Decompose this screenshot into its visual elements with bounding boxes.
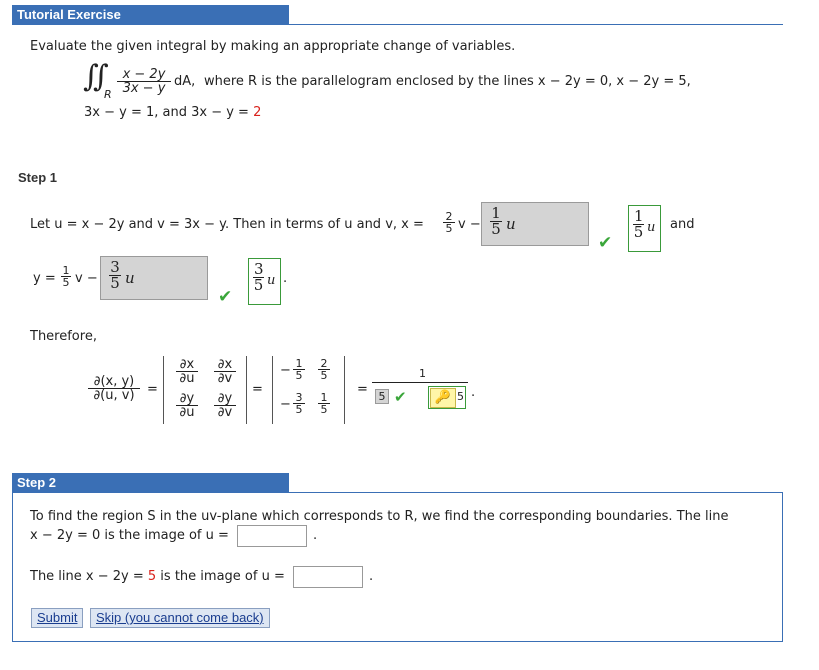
y-frac-den: 5 bbox=[62, 276, 70, 289]
step2-para2-a: The line x − 2y = bbox=[30, 569, 148, 584]
jacobian-den: ∂(u, v) bbox=[93, 388, 135, 403]
m12-frac bbox=[318, 358, 330, 381]
partial-xv-den: ∂v bbox=[217, 371, 233, 386]
equals-1: = bbox=[147, 382, 158, 397]
equals-3: = bbox=[357, 382, 368, 397]
result-numerator: 1 bbox=[419, 367, 426, 380]
y-eq-text: y = bbox=[33, 271, 56, 286]
m21-sign: − bbox=[280, 397, 291, 412]
det-bar-left-2 bbox=[272, 356, 273, 424]
result-fraction-bar bbox=[372, 382, 468, 383]
y-period: . bbox=[283, 271, 288, 286]
det-bar-right-2 bbox=[344, 356, 345, 424]
integrand-fraction bbox=[117, 68, 171, 95]
jacobian-num: ∂(x, y) bbox=[88, 375, 140, 389]
y-answer-box bbox=[100, 256, 208, 300]
y-answer-den: 5 bbox=[110, 274, 120, 292]
x-answer-frac bbox=[490, 206, 502, 237]
y-correct-var: u bbox=[267, 273, 276, 288]
lines-text-red: 2 bbox=[253, 105, 262, 120]
x-frac-coef bbox=[443, 211, 455, 234]
therefore-text: Therefore, bbox=[30, 329, 97, 344]
u-value-input-1[interactable] bbox=[237, 525, 307, 547]
and-text: and bbox=[670, 217, 695, 232]
partial-xv bbox=[214, 358, 236, 385]
x-correct-box bbox=[628, 205, 661, 252]
lines-text-a: 3x − y = 1, and 3x − y = bbox=[84, 105, 254, 120]
x-answer-var: u bbox=[506, 215, 516, 233]
region-subscript: R bbox=[104, 88, 112, 101]
x-answer-num: 1 bbox=[491, 204, 501, 222]
m21-den: 5 bbox=[295, 403, 303, 416]
result-den-answer: 5 bbox=[375, 389, 389, 404]
result-den-key: 5 bbox=[457, 390, 464, 403]
x-answer-box bbox=[481, 202, 589, 246]
integrand-denominator: 3x − y bbox=[122, 81, 166, 96]
m11-den: 5 bbox=[295, 369, 303, 382]
m21-num: 3 bbox=[293, 392, 305, 404]
where-text: where R is the parallelogram enclosed by the lines x − 2y = 0, x − 2y = 5, bbox=[204, 74, 691, 89]
let-text: Let u = x − 2y and v = 3x − y. Then in terms of u and v, x = bbox=[30, 217, 424, 232]
x-v-minus: v − bbox=[458, 217, 481, 232]
result-period: . bbox=[471, 385, 476, 400]
x-correct-var: u bbox=[647, 220, 656, 235]
partial-yu-num: ∂y bbox=[176, 392, 198, 406]
header-rule bbox=[12, 24, 783, 25]
x-correct-den: 5 bbox=[633, 223, 644, 241]
equals-2: = bbox=[252, 382, 263, 397]
result-key-box bbox=[428, 386, 466, 409]
partial-xu-den: ∂u bbox=[179, 371, 195, 386]
partial-yu bbox=[176, 392, 198, 419]
step2-para2 bbox=[30, 569, 285, 584]
m11-num: 1 bbox=[293, 358, 305, 370]
x-check-icon: ✔ bbox=[598, 233, 613, 253]
step1-label: Step 1 bbox=[18, 170, 58, 185]
x-answer-den: 5 bbox=[491, 220, 501, 238]
x-frac-den: 5 bbox=[445, 222, 453, 235]
lines-text bbox=[84, 105, 261, 120]
partial-yu-den: ∂u bbox=[179, 405, 195, 420]
y-frac-coef bbox=[61, 265, 71, 288]
instruction-text: Evaluate the given integral by making an appropriate change of variables. bbox=[30, 39, 516, 54]
m22-frac bbox=[318, 392, 330, 415]
double-integral-symbol: ∬ bbox=[83, 59, 109, 94]
y-correct-frac bbox=[253, 262, 264, 293]
m12-num: 2 bbox=[318, 358, 330, 370]
key-icon: 🔑 bbox=[430, 388, 456, 408]
step2-para2-b: is the image of u = bbox=[156, 569, 285, 584]
y-correct-box bbox=[248, 258, 281, 305]
x-frac-num: 2 bbox=[443, 211, 455, 223]
jacobian-fraction bbox=[88, 375, 140, 402]
y-check-icon: ✔ bbox=[218, 287, 233, 307]
det-bar-left-1 bbox=[163, 356, 164, 424]
step2-para1-a: To find the region S in the uv-plane which corresponds to R, we find the corresponding boundaries. The line bbox=[30, 509, 729, 524]
partial-yv-num: ∂y bbox=[214, 392, 236, 406]
period-1: . bbox=[313, 528, 318, 543]
m11-frac bbox=[293, 358, 305, 381]
m11-sign: − bbox=[280, 363, 291, 378]
submit-button[interactable]: Submit bbox=[31, 608, 83, 628]
result-check-icon: ✔ bbox=[394, 388, 407, 406]
u-value-input-2[interactable] bbox=[293, 566, 363, 588]
y-v-minus: v − bbox=[75, 271, 98, 286]
y-correct-den: 5 bbox=[253, 276, 264, 294]
partial-xv-num: ∂x bbox=[214, 358, 236, 372]
skip-button[interactable]: Skip (you cannot come back) bbox=[90, 608, 270, 628]
integrand-numerator: x − 2y bbox=[117, 68, 171, 82]
partial-xu-num: ∂x bbox=[176, 358, 198, 372]
period-2: . bbox=[369, 569, 374, 584]
m22-num: 1 bbox=[318, 392, 330, 404]
step2-para1-b: x − 2y = 0 is the image of u = bbox=[30, 528, 229, 543]
x-correct-frac bbox=[633, 209, 644, 240]
step2-para2-red: 5 bbox=[147, 569, 157, 584]
partial-yv-den: ∂v bbox=[217, 405, 233, 420]
dA-text: dA, bbox=[174, 74, 196, 89]
y-frac-num: 1 bbox=[62, 264, 70, 277]
y-answer-frac bbox=[109, 260, 121, 291]
det-bar-right-1 bbox=[246, 356, 247, 424]
m21-frac bbox=[293, 392, 305, 415]
tutorial-header: Tutorial Exercise bbox=[12, 5, 289, 25]
step2-header: Step 2 bbox=[12, 473, 289, 493]
m22-den: 5 bbox=[320, 403, 328, 416]
m12-den: 5 bbox=[320, 369, 328, 382]
partial-xu bbox=[176, 358, 198, 385]
y-correct-num: 3 bbox=[254, 260, 264, 278]
y-answer-var: u bbox=[125, 269, 135, 287]
x-correct-num: 1 bbox=[634, 207, 644, 225]
y-answer-num: 3 bbox=[110, 258, 120, 276]
partial-yv bbox=[214, 392, 236, 419]
